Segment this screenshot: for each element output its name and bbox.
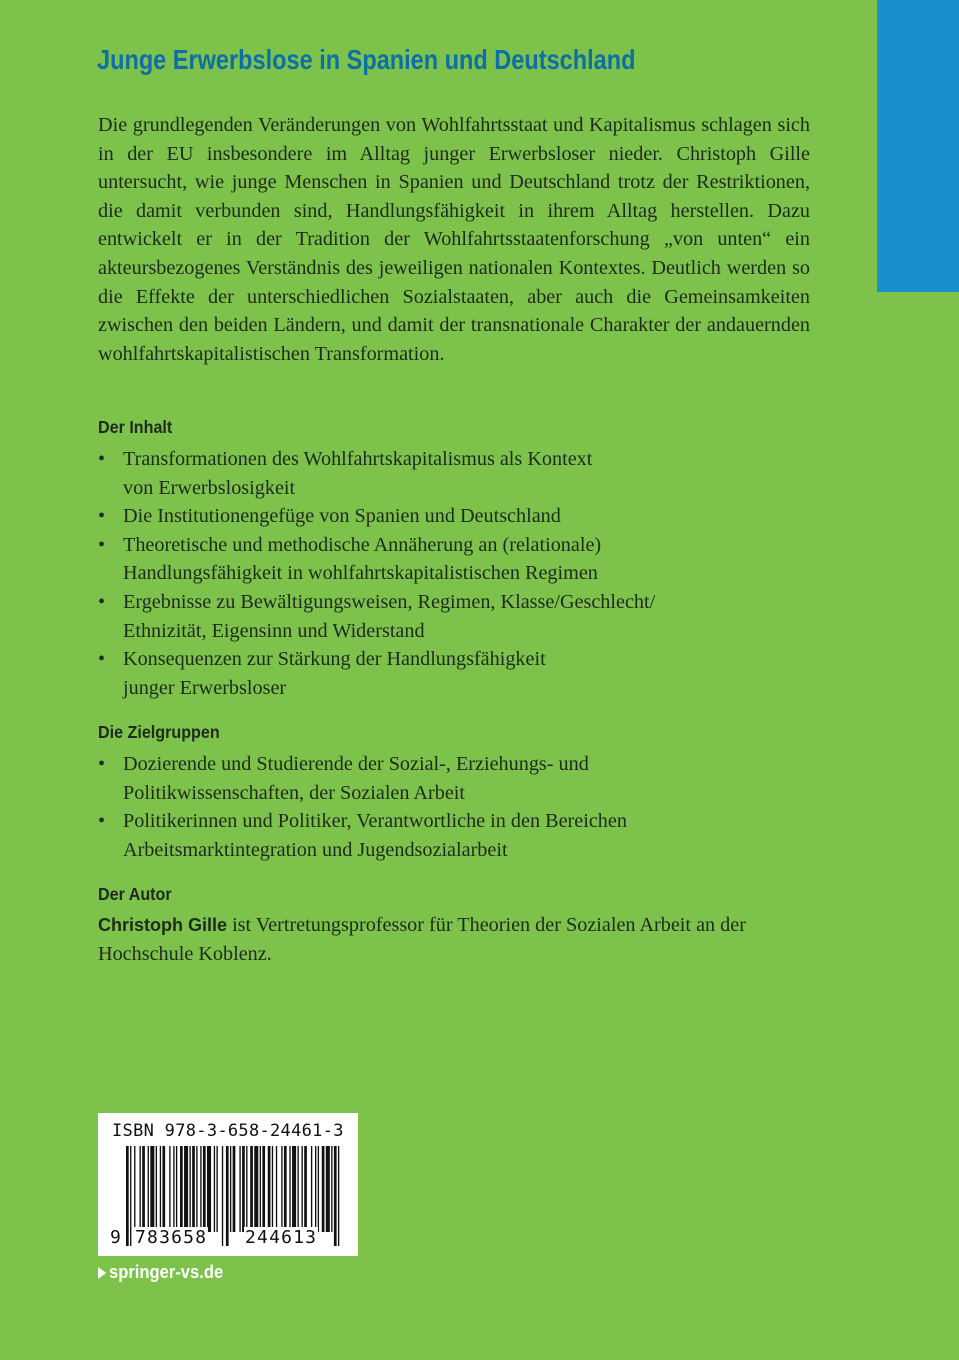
- inhalt-item-line: von Erwerbslosigkeit: [123, 476, 296, 499]
- publisher-link-text: springer-vs.de: [109, 1262, 224, 1282]
- publisher-link[interactable]: [98, 1262, 223, 1283]
- barcode-bar: [148, 1146, 149, 1232]
- barcode-bar: [322, 1146, 325, 1232]
- barcode-bar: [184, 1146, 188, 1232]
- bullet-icon: •: [98, 648, 106, 671]
- barcode-bar: [169, 1146, 170, 1232]
- bullet-icon: •: [98, 810, 106, 833]
- barcode-bar: [126, 1146, 129, 1246]
- barcode-bar: [338, 1146, 339, 1246]
- inhalt-item-line: Handlungsfähigkeit in wohlfahrtskapitalistischen Regimen: [123, 562, 598, 585]
- barcode-bar: [315, 1146, 316, 1232]
- inhalt-item-line: Die Institutionengefüge von Spanien und Deutschland: [123, 505, 561, 528]
- zielgruppen-item-line: Politikerinnen und Politiker, Verantwortliche in den Bereichen: [123, 810, 627, 833]
- inhalt-item: [98, 588, 818, 645]
- barcode-bar: [318, 1146, 319, 1232]
- barcode-bar: [233, 1146, 236, 1232]
- barcode-bar: [203, 1146, 206, 1232]
- barcode-bar: [250, 1146, 253, 1232]
- barcode-bar: [207, 1146, 211, 1232]
- zielgruppen-item: [98, 807, 818, 864]
- ean-first-digit: 9: [110, 1227, 121, 1248]
- barcode-bar: [180, 1146, 183, 1232]
- zielgruppen-heading: Die Zielgruppen: [98, 722, 220, 742]
- bullet-icon: •: [98, 753, 106, 775]
- barcode-bar: [142, 1146, 145, 1232]
- accent-tab: [877, 0, 959, 292]
- barcode-bar: [262, 1146, 265, 1232]
- barcode-bar: [226, 1146, 229, 1246]
- barcode-bar: [160, 1146, 161, 1232]
- page-title: Junge Erwerbslose in Spanien und Deutschland: [97, 44, 636, 75]
- barcode-bar: [130, 1146, 131, 1246]
- inhalt-item-line: Ethnizität, Eigensinn und Widerstand: [123, 619, 425, 642]
- inhalt-item: [98, 445, 818, 502]
- zielgruppen-item-line: Politikwissenschaften, der Sozialen Arbeit: [123, 781, 465, 804]
- barcode-bar: [326, 1146, 330, 1232]
- barcode-bar: [254, 1146, 258, 1232]
- bullet-icon: •: [98, 533, 106, 556]
- barcode-bar: [284, 1146, 287, 1232]
- barcode-bar: [268, 1146, 271, 1232]
- author-name: Christoph Gille: [98, 915, 228, 935]
- barcode-bar: [239, 1146, 240, 1232]
- barcode-bar: [289, 1146, 290, 1232]
- inhalt-list: [98, 445, 818, 702]
- barcode-bar: [242, 1146, 245, 1232]
- barcode-bar: [230, 1146, 231, 1232]
- ean-right-digits: 244613: [245, 1227, 318, 1248]
- barcode-bar: [162, 1146, 165, 1232]
- isbn-label: ISBN 978-3-658-24461-3: [112, 1121, 344, 1141]
- barcode-bar: [272, 1146, 273, 1232]
- barcode-bar: [134, 1146, 135, 1232]
- inhalt-item: [98, 645, 818, 702]
- barcode-bar: [192, 1146, 195, 1232]
- isbn-barcode: [98, 1113, 358, 1256]
- zielgruppen-item-line: Arbeitsmarktintegration und Jugendsozialarbeit: [123, 838, 508, 861]
- barcode-bar: [276, 1146, 277, 1232]
- barcode-bar: [196, 1146, 197, 1232]
- inhalt-item-line: Konsequenzen zur Stärkung der Handlungsfähigkeit: [123, 648, 546, 671]
- inhalt-item-line: junger Erwerbsloser: [123, 676, 287, 699]
- barcode-bar: [216, 1146, 217, 1232]
- barcode-bar: [176, 1146, 177, 1232]
- barcode-bar: [189, 1146, 190, 1232]
- inhalt-heading: Der Inhalt: [98, 417, 173, 437]
- barcode-bar: [304, 1146, 307, 1232]
- triangle-right-icon: [98, 1267, 106, 1279]
- barcode-bar: [292, 1146, 296, 1232]
- barcode-bar: [140, 1146, 141, 1232]
- autor-heading: Der Autor: [98, 884, 172, 904]
- ean-left-digits: 783658: [135, 1227, 208, 1248]
- inhalt-item: [98, 531, 818, 588]
- zielgruppen-list: [98, 750, 818, 864]
- author-bio: ist Vertretungsprofessor für Theorien der Sozialen Arbeit an der Hochschule Koblenz.: [98, 914, 746, 965]
- barcode-bar: [200, 1146, 201, 1232]
- inhalt-item-line: Transformationen des Wohlfahrtskapitalismus als Kontext: [123, 448, 593, 470]
- barcode-bar: [311, 1146, 312, 1232]
- bullet-icon: •: [98, 590, 106, 613]
- barcode-bar: [334, 1146, 337, 1246]
- zielgruppen-item: [98, 750, 818, 807]
- zielgruppen-item-line: Dozierende und Studierende der Sozial-, Erziehungs- und: [123, 753, 589, 775]
- barcode-bar: [297, 1146, 298, 1232]
- inhalt-item: [98, 502, 818, 531]
- barcode-bar: [222, 1146, 223, 1246]
- inhalt-item-line: Ergebnisse zu Bewältigungsweisen, Regimen, Klasse/Geschlecht/: [123, 590, 656, 613]
- barcode-bar: [331, 1146, 332, 1232]
- barcode-bar: [150, 1146, 154, 1232]
- barcode-bar: [302, 1146, 303, 1232]
- bullet-icon: •: [98, 505, 106, 528]
- bullet-icon: •: [98, 448, 106, 470]
- barcode-bar: [214, 1146, 215, 1232]
- barcode-bar: [246, 1146, 247, 1232]
- barcode-bar: [281, 1146, 282, 1232]
- author-paragraph: [98, 911, 810, 968]
- barcode-bar: [156, 1146, 157, 1232]
- inhalt-item-line: Theoretische und methodische Annäherung an (relationale): [123, 533, 602, 556]
- barcode-bar: [173, 1146, 174, 1232]
- barcode-bar: [260, 1146, 261, 1232]
- intro-paragraph: Die grundlegenden Veränderungen von Wohlfahrtsstaat und Kapitalismus schlagen sich in der EU insbesondere im Alltag junger Erwerbsloser nieder. Christoph Gille untersucht, wie junge Menschen in Spanien und Deutschland trotz der Restriktionen, die damit verbunden sind, Handlungsfähigkeit in ihrem Alltag herstellen. Dazu entwickelt er in der Tradition der Wohlfahrtsstaatenforschung „von unten“ ein akteursbezogenes Verständnis des jeweiligen nationalen Kontextes. Deutlich werden so die Effekte der unterschiedlichen Sozialstaaten, aber auch die Gemeinsamkeiten zwischen den beiden Ländern, und damit der transnationale Charakter der andauernden wohlfahrtskapitalistischen Transformation.: [98, 114, 810, 365]
